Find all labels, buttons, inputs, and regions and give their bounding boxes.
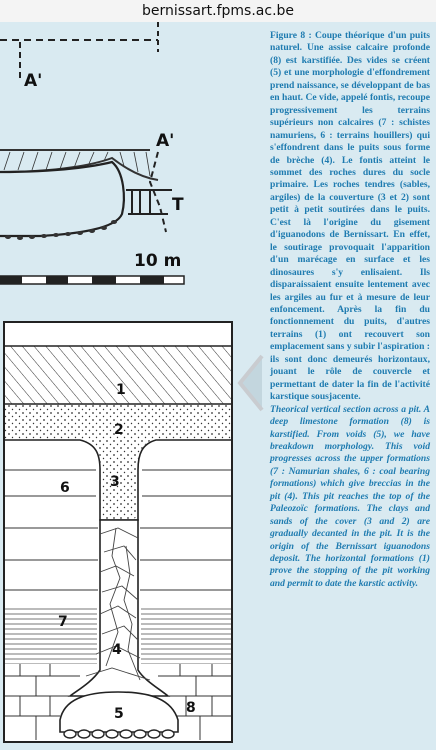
page-content — [0, 22, 436, 750]
figure-caption — [270, 30, 430, 590]
url-text[interactable]: bernissart.fpms.ac.be — [141, 3, 295, 19]
layer-label-6: 6 — [60, 480, 70, 496]
scale-bar — [0, 276, 184, 284]
layer-label-7: 7 — [58, 614, 68, 630]
scale-label: 10 m — [134, 251, 182, 271]
pointer-arrow-icon — [236, 354, 264, 412]
layer-label-8: 8 — [186, 700, 196, 716]
caption-french: Figure 8 : Coupe théorique d'un puits naturel. Une assise calcaire profonde (8) est karstifiée. Des vides se créent (5) et une morphologie d'effondrement prend naissance, se développant de bas en haut. Ce vide, appelé fontis, recoupe progressivement les terrains supérieurs non calcaires (7 : schistes namuriens, 6 : terrains houillers) qui s'effondrent dans le puits sous forme de brèche (4). Le fontis atteint le sommet des roches dures du socle primaire. Les roches tendres (sables, argiles) de la couverture (3 et 2) sont petit à petit soutirées dans le puits. C'est là l'origine du gisement d'iguanodons de Bernissart. En effet, le soutirage provoquait l'apparition d'un marécage en surface et les dinosaures s'y enlisaient. Ils disparaissaient ensuite lentement avec les argiles au fur et à mesure de leur enfoncement. Après la fin du fonctionnement du puits, d'autres terrains (1) ont recouvert son emplacement sans y subir l'aspiration : ils sont donc demeurés horizontaux, jouant le rôle de couvercle et permettant de dater la fin de l'activité karstique sousjacente. — [270, 30, 430, 403]
browser-url-bar[interactable] — [0, 0, 436, 23]
section-label-a-upper: A' — [24, 71, 43, 91]
layer-label-1: 1 — [116, 382, 126, 398]
layer-label-5: 5 — [114, 706, 124, 722]
cross-section-figure-top — [0, 22, 250, 290]
layer-label-4: 4 — [112, 642, 122, 658]
caption-english: Theorical vertical section across a pit. A deep limestone formation (8) is karstified. From voids (5), we have breakdown morphology. This void progresses across the upper formations (7 : Namurian shales, 6 : coal bearing formations) which give breccias in the pit (4). This pit reaches the top of the Paleozoïc formations. The clays and sands of the cover (3 and 2) are gradually decanted in the pit. It is the origin of the Bernissart iguanodons deposit. The horizontal formations (1) prove the stopping of the pit working and permit to date the karstic activity. — [270, 403, 430, 589]
layer-label-2: 2 — [114, 422, 124, 438]
pit-section-figure — [0, 320, 238, 750]
section-label-t: T — [172, 195, 184, 215]
layer-label-3: 3 — [110, 474, 120, 490]
section-label-a-lower: A' — [156, 131, 175, 151]
